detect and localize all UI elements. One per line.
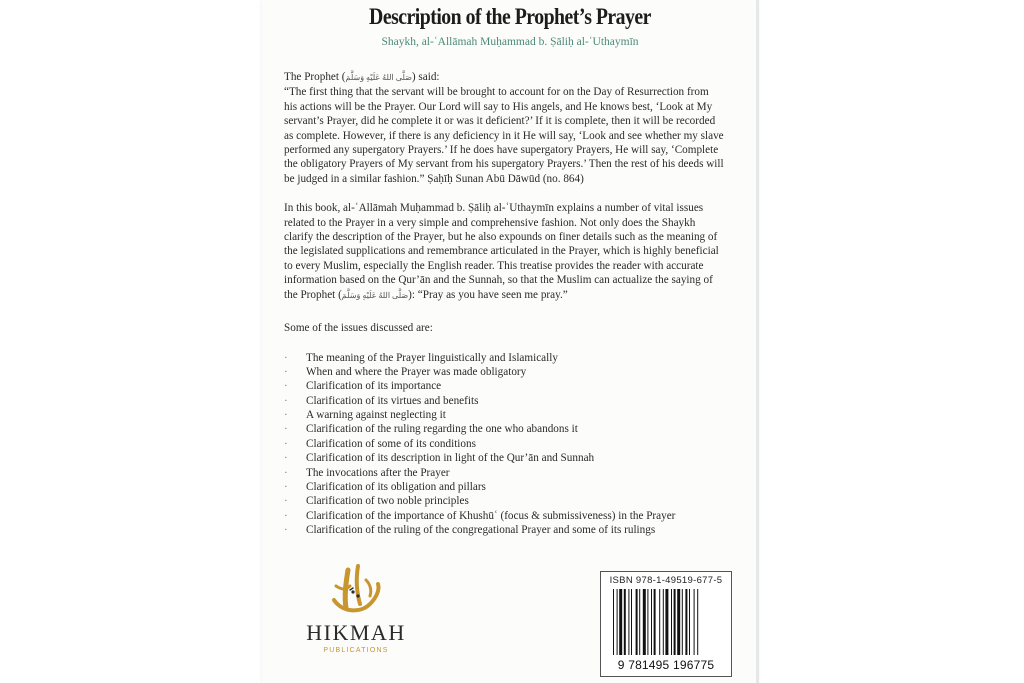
honorific-glyph: صَلَّى اللهُ عَلَيْهِ وَسَلَّمَ xyxy=(345,73,412,82)
bullet-icon: · xyxy=(284,423,288,436)
bullet-icon: · xyxy=(284,452,288,465)
quote-intro: The Prophet (صَلَّى اللهُ عَلَيْهِ وَسَلَّمَ) said: xyxy=(284,71,440,83)
list-item: · Clarification of the importance of Khushūʿ (focus & submissiveness) in the Prayer xyxy=(284,509,676,522)
book-description: In this book, al-ʿAllāmah Muḥammad b. Ṣāliḥ al-ʿUthaymīn explains a number of vital issues related to the Prayer in a very simple and comprehensive fashion. Not only does the Shaykh clarify the description of the Prayer, but he also expounds on finer details such as the meaning of the legislated supplications and remembrance articulated in the Prayer, which is highly beneficial to every Muslim, especially the English reader. This treatise provides the reader with accurate information based on the Qur’ān and the Sunnah, so that the Muslim can actualize the saying of the Prophet (صَلَّى اللهُ عَلَيْهِ وَسَلَّمَ): “Pray as you have seen me pray.” xyxy=(284,202,719,301)
book-back-cover xyxy=(262,0,758,683)
book-author: Shaykh, al-ʿAllāmah Muḥammad b. Ṣāliḥ al-ʿUthaymīn xyxy=(381,36,639,48)
list-item: · A warning against neglecting it xyxy=(284,409,446,422)
barcode-icon xyxy=(611,589,721,657)
list-item: · The meaning of the Prayer linguistically and Islamically xyxy=(284,351,558,364)
list-item: · Clarification of its importance xyxy=(284,380,442,393)
list-item: · Clarification of its description in light of the Qur’ān and Sunnah xyxy=(284,452,595,465)
bullet-icon: · xyxy=(284,437,288,450)
bullet-icon: · xyxy=(284,394,288,407)
list-item: · Clarification of the ruling of the congregational Prayer and some of its rulings xyxy=(284,524,656,537)
barcode-number: 9 781495 196775 xyxy=(617,658,715,672)
list-item: · Clarification of the ruling regarding the one who abandons it xyxy=(284,423,578,436)
bullet-icon: · xyxy=(284,380,288,393)
bullet-icon: · xyxy=(284,495,288,508)
hadith-source: Ṣaḥīḥ Sunan Abū Dāwūd (no. 864) xyxy=(427,172,584,185)
cover-text xyxy=(284,70,724,538)
list-item: · Clarification of its virtues and benefits xyxy=(284,394,479,407)
publisher-tagline: PUBLICATIONS xyxy=(323,647,389,654)
hadith-quote: “The first thing that the servant will be brought to account for on the Day of Resurrection from his actions will be the Prayer. Our Lord will say to His angels, and He knows best, ‘Look at My servant’s Prayer, did he complete it or was it deficient?’ If it is complete, then it will be recorded as complete. However, if there is any deficiency in it He will say, ‘Look and see whether my slave performed any supergatory Prayers.’ If he does have supergatory Prayers, He will say, ‘Complete the obligatory Prayers of My servant from his supergatory Prayers.’ Then the rest of his deeds will be judged in a similar fashion.” Ṣaḥīḥ Sunan Abū Dāwūd (no. 864) xyxy=(284,86,724,185)
issues-heading: Some of the issues discussed are: xyxy=(284,322,433,335)
honorific-glyph: صَلَّى اللهُ عَلَيْهِ وَسَلَّمَ xyxy=(341,290,409,300)
bullet-icon: · xyxy=(284,409,288,422)
list-item: · Clarification of some of its conditions xyxy=(284,437,476,450)
issues-list xyxy=(284,351,724,538)
book-title: Description of the Prophet’s Prayer xyxy=(369,4,651,29)
publisher-name: HIKMAH xyxy=(306,620,406,645)
bullet-icon: · xyxy=(284,466,288,479)
calligraphy-emblem-icon xyxy=(334,566,379,610)
publisher-logo xyxy=(286,560,426,660)
book-edge xyxy=(756,0,759,683)
bullet-icon: · xyxy=(284,365,288,378)
isbn-barcode-box xyxy=(600,571,732,677)
bullet-icon: · xyxy=(284,524,288,537)
bullet-icon: · xyxy=(284,509,288,522)
bullet-icon: · xyxy=(284,481,288,494)
list-item: · Clarification of its obligation and pillars xyxy=(284,481,486,494)
list-item: · The invocations after the Prayer xyxy=(284,466,450,479)
isbn-label: ISBN 978-1-49519-677-5 xyxy=(609,575,723,586)
list-item: · When and where the Prayer was made obligatory xyxy=(284,365,527,378)
bullet-icon: · xyxy=(284,351,288,364)
list-item: · Clarification of two noble principles xyxy=(284,495,469,508)
